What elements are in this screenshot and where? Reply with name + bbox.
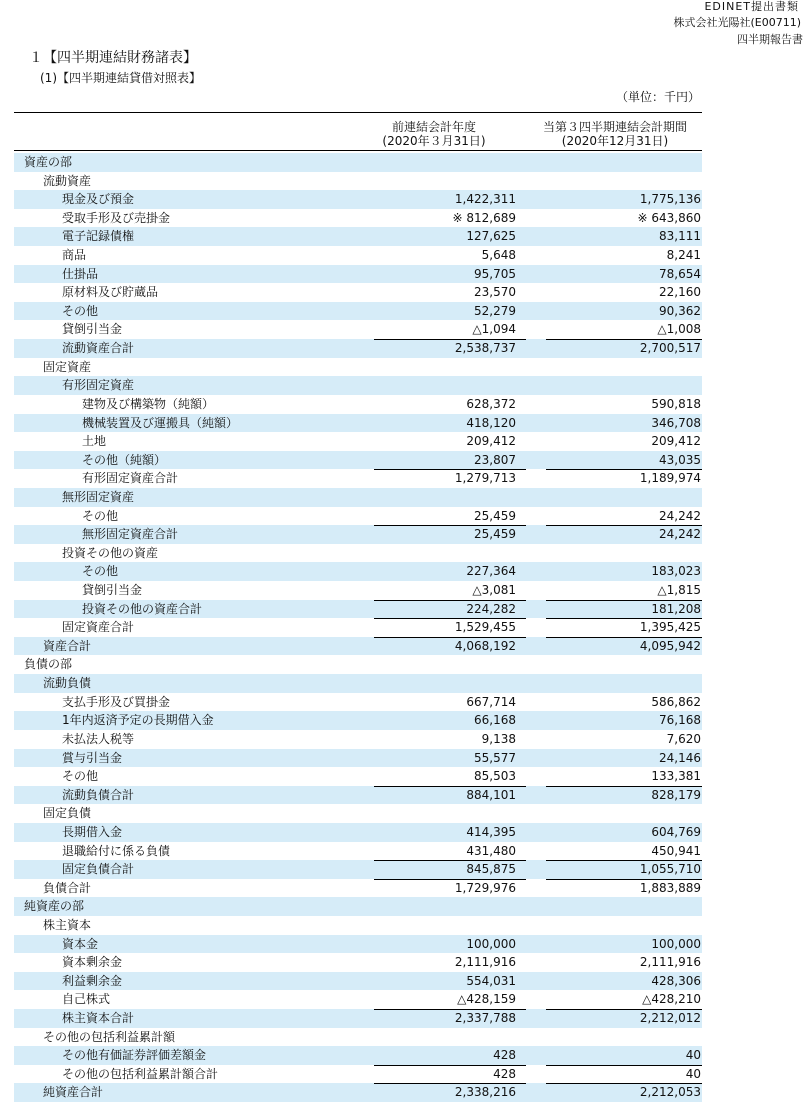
column-header-previous-date: (2020年３月31日)	[382, 134, 486, 148]
previous-period-value: △428,159	[457, 992, 516, 1007]
row-label: その他	[82, 508, 119, 523]
row-label: 資本剰余金	[62, 955, 123, 970]
row-label: その他有価証券評価差額金	[62, 1048, 207, 1063]
current-period-value: 90,362	[659, 303, 701, 318]
previous-period-value: 9,138	[481, 731, 516, 746]
previous-period-value: 428	[493, 1048, 516, 1063]
row-label: 純資産の部	[24, 899, 85, 914]
row-label: 株主資本合計	[62, 1011, 135, 1026]
table-row	[14, 1065, 702, 1084]
row-label: その他（純額）	[82, 452, 167, 467]
row-label: 自己株式	[62, 992, 111, 1007]
section-title: １【四半期連結財務諸表】	[29, 50, 197, 66]
current-period-value: 1,055,710	[546, 860, 702, 878]
table-row	[14, 730, 702, 749]
table-row	[14, 618, 702, 637]
row-label: 賞与引当金	[62, 750, 123, 765]
row-label: 受取手形及び売掛金	[62, 210, 171, 225]
current-period-value: 76,168	[659, 713, 701, 728]
row-label: 利益剰余金	[62, 973, 123, 988]
row-label: 建物及び構築物（純額）	[82, 396, 215, 411]
previous-period-value: 667,714	[466, 694, 516, 709]
row-label: 流動負債合計	[62, 787, 135, 802]
column-header-current-date: (2020年12月31日)	[561, 134, 669, 148]
table-row	[14, 1046, 702, 1065]
table-row	[14, 674, 702, 693]
table-row	[14, 320, 702, 339]
column-header-previous-title: 前連結会計年度	[391, 120, 476, 134]
row-label: 機械装置及び運搬具（純額）	[82, 415, 239, 430]
previous-period-value: 845,875	[374, 860, 526, 878]
row-label: 未払法人税等	[62, 731, 135, 746]
table-row	[14, 507, 702, 526]
table-row	[14, 972, 702, 991]
previous-period-value: 100,000	[466, 936, 516, 951]
current-period-value: 828,179	[546, 786, 702, 804]
previous-period-value: ※ 812,689	[452, 210, 516, 225]
row-label: 仕掛品	[62, 266, 99, 281]
previous-period-value: 1,529,455	[374, 618, 526, 636]
previous-period-value: 5,648	[481, 248, 516, 263]
table-row	[14, 711, 702, 730]
current-period-value: 1,395,425	[546, 618, 702, 636]
current-period-value: 1,883,889	[546, 879, 702, 897]
current-period-value: 183,023	[651, 564, 701, 579]
previous-period-value: 85,503	[474, 769, 516, 784]
current-period-value: 2,212,012	[546, 1009, 702, 1027]
previous-period-value: 2,111,916	[454, 955, 516, 970]
row-label: 電子記録債権	[62, 229, 135, 244]
row-label: 支払手形及び買掛金	[62, 694, 171, 709]
table-row	[14, 469, 702, 488]
table-row	[14, 581, 702, 600]
table-row	[14, 655, 702, 674]
subsection-title: (1)【四半期連結貸借対照表】	[40, 71, 201, 85]
table-row	[14, 414, 702, 433]
table-row	[14, 544, 702, 563]
table-top-rule	[14, 112, 702, 113]
current-period-value: 1,775,136	[639, 192, 701, 207]
current-period-value: 604,769	[651, 824, 701, 839]
row-label: その他	[62, 769, 99, 784]
row-label: 固定資産合計	[62, 620, 135, 635]
table-header-rule	[14, 150, 702, 151]
previous-period-value: 23,570	[474, 285, 516, 300]
current-period-value: △1,008	[657, 322, 701, 337]
table-row	[14, 562, 702, 581]
row-label: 原材料及び貯蔵品	[62, 285, 159, 300]
row-label: 貸倒引当金	[62, 322, 123, 337]
previous-period-value: 2,338,216	[374, 1083, 526, 1101]
row-label: その他の包括利益累計額合計	[62, 1066, 219, 1081]
table-row	[14, 935, 702, 954]
previous-period-value: 66,168	[474, 713, 516, 728]
table-row	[14, 897, 702, 916]
table-row	[14, 879, 702, 898]
row-label: 流動資産	[43, 173, 92, 188]
table-row	[14, 693, 702, 712]
previous-period-value: 25,459	[474, 508, 516, 523]
current-period-value: 1,189,974	[546, 469, 702, 487]
column-header-current-title: 当第３四半期連結会計期間	[542, 120, 687, 134]
row-label: 純資産合計	[43, 1085, 104, 1100]
row-label: その他の包括利益累計額	[43, 1029, 176, 1044]
table-row	[14, 1028, 702, 1047]
row-label: 投資その他の資産合計	[82, 601, 203, 616]
row-label: 無形固定資産	[62, 489, 135, 504]
current-period-value: 4,095,942	[546, 637, 702, 655]
previous-period-value: 628,372	[466, 396, 516, 411]
row-label: その他	[62, 303, 99, 318]
current-period-value: 2,111,916	[639, 955, 701, 970]
row-label: 有形固定資産	[62, 378, 135, 393]
current-period-value: 590,818	[651, 396, 701, 411]
row-label: 資本金	[62, 936, 99, 951]
row-label: 投資その他の資産	[62, 545, 159, 560]
current-period-value: 22,160	[659, 285, 701, 300]
previous-period-value: 95,705	[474, 266, 516, 281]
current-period-value: 24,242	[546, 525, 702, 543]
table-row	[14, 767, 702, 786]
table-row	[14, 749, 702, 768]
unit-label: （単位：千円）	[615, 90, 700, 104]
row-label: 1年内返済予定の長期借入金	[62, 713, 214, 728]
current-period-value: 586,862	[651, 694, 701, 709]
current-period-value: △428,210	[642, 992, 701, 1007]
current-period-value: 428,306	[651, 973, 701, 988]
table-row	[14, 265, 702, 284]
table-row	[14, 190, 702, 209]
row-label: 固定資産	[43, 359, 92, 374]
table-row	[14, 804, 702, 823]
previous-period-value: △3,081	[472, 583, 516, 598]
current-period-value: 7,620	[666, 731, 701, 746]
table-row	[14, 358, 702, 377]
current-period-value: 43,035	[659, 452, 701, 467]
table-row	[14, 395, 702, 414]
table-row	[14, 451, 702, 470]
current-period-value: 2,212,053	[546, 1083, 702, 1101]
row-label: 負債の部	[24, 657, 73, 672]
previous-period-value: 414,395	[466, 824, 516, 839]
table-row	[14, 488, 702, 507]
edinet-label: EDINET提出書類	[704, 0, 799, 13]
previous-period-value: 55,577	[474, 750, 516, 765]
table-row	[14, 860, 702, 879]
previous-period-value: 127,625	[466, 229, 516, 244]
previous-period-value: △1,094	[472, 322, 516, 337]
previous-period-value: 431,480	[466, 843, 516, 858]
table-row	[14, 283, 702, 302]
table-row	[14, 916, 702, 935]
row-label: 固定負債合計	[62, 862, 135, 877]
previous-period-value: 1,422,311	[454, 192, 516, 207]
row-label: 土地	[82, 434, 107, 449]
previous-period-value: 418,120	[466, 415, 516, 430]
table-row	[14, 246, 702, 265]
company-name: 株式会社光陽社(E00711)	[673, 16, 801, 29]
previous-period-value: 884,101	[374, 786, 526, 804]
table-row	[14, 209, 702, 228]
current-period-value: 346,708	[651, 415, 701, 430]
previous-period-value: 554,031	[466, 973, 516, 988]
table-row	[14, 1009, 702, 1028]
table-row	[14, 525, 702, 544]
row-label: 有形固定資産合計	[82, 471, 179, 486]
row-label: 負債合計	[43, 880, 92, 895]
row-label: その他	[82, 564, 119, 579]
current-period-value: 24,242	[659, 508, 701, 523]
report-type: 四半期報告書	[737, 33, 803, 46]
current-period-value: 40	[685, 1048, 701, 1063]
table-row	[14, 823, 702, 842]
table-row	[14, 432, 702, 451]
previous-period-value: 1,279,713	[374, 469, 526, 487]
row-label: 商品	[62, 248, 87, 263]
row-label: 流動負債	[43, 676, 92, 691]
current-period-value: 209,412	[651, 434, 701, 449]
table-row	[14, 786, 702, 805]
previous-period-value: 209,412	[466, 434, 516, 449]
previous-period-value: 2,337,788	[374, 1009, 526, 1027]
current-period-value: 181,208	[546, 600, 702, 618]
previous-period-value: 2,538,737	[374, 339, 526, 357]
current-period-value: ※ 643,860	[637, 210, 701, 225]
table-row	[14, 302, 702, 321]
current-period-value: 40	[546, 1065, 702, 1083]
previous-period-value: 52,279	[474, 303, 516, 318]
table-row	[14, 227, 702, 246]
table-row	[14, 953, 702, 972]
balance-sheet-table	[14, 153, 702, 1102]
previous-period-value: 1,729,976	[374, 879, 526, 897]
row-label: 貸倒引当金	[82, 583, 143, 598]
current-period-value: △1,815	[657, 583, 701, 598]
row-label: 無形固定資産合計	[82, 527, 179, 542]
table-row	[14, 1083, 702, 1102]
current-period-value: 8,241	[666, 248, 701, 263]
row-label: 現金及び預金	[62, 192, 135, 207]
table-row	[14, 990, 702, 1009]
column-header-current	[525, 120, 705, 148]
previous-period-value: 25,459	[374, 525, 526, 543]
current-period-value: 78,654	[659, 266, 701, 281]
previous-period-value: 23,807	[474, 452, 516, 467]
row-label: 資産合計	[43, 638, 92, 653]
row-label: 固定負債	[43, 806, 92, 821]
current-period-value: 2,700,517	[546, 339, 702, 357]
row-label: 退職給付に係る負債	[62, 843, 171, 858]
table-row	[14, 153, 702, 172]
table-row	[14, 637, 702, 656]
row-label: 資産の部	[24, 155, 73, 169]
table-row	[14, 339, 702, 358]
table-row	[14, 600, 702, 619]
current-period-value: 100,000	[651, 936, 701, 951]
table-row	[14, 376, 702, 395]
current-period-value: 24,146	[659, 750, 701, 765]
row-label: 株主資本	[43, 917, 92, 932]
row-label: 長期借入金	[62, 824, 123, 839]
current-period-value: 83,111	[659, 229, 701, 244]
previous-period-value: 4,068,192	[374, 637, 526, 655]
column-header-previous	[354, 120, 514, 148]
current-period-value: 133,381	[651, 769, 701, 784]
previous-period-value: 428	[374, 1065, 526, 1083]
table-row	[14, 172, 702, 191]
previous-period-value: 224,282	[374, 600, 526, 618]
row-label: 流動資産合計	[62, 341, 135, 356]
previous-period-value: 227,364	[466, 564, 516, 579]
current-period-value: 450,941	[651, 843, 701, 858]
table-row	[14, 842, 702, 861]
